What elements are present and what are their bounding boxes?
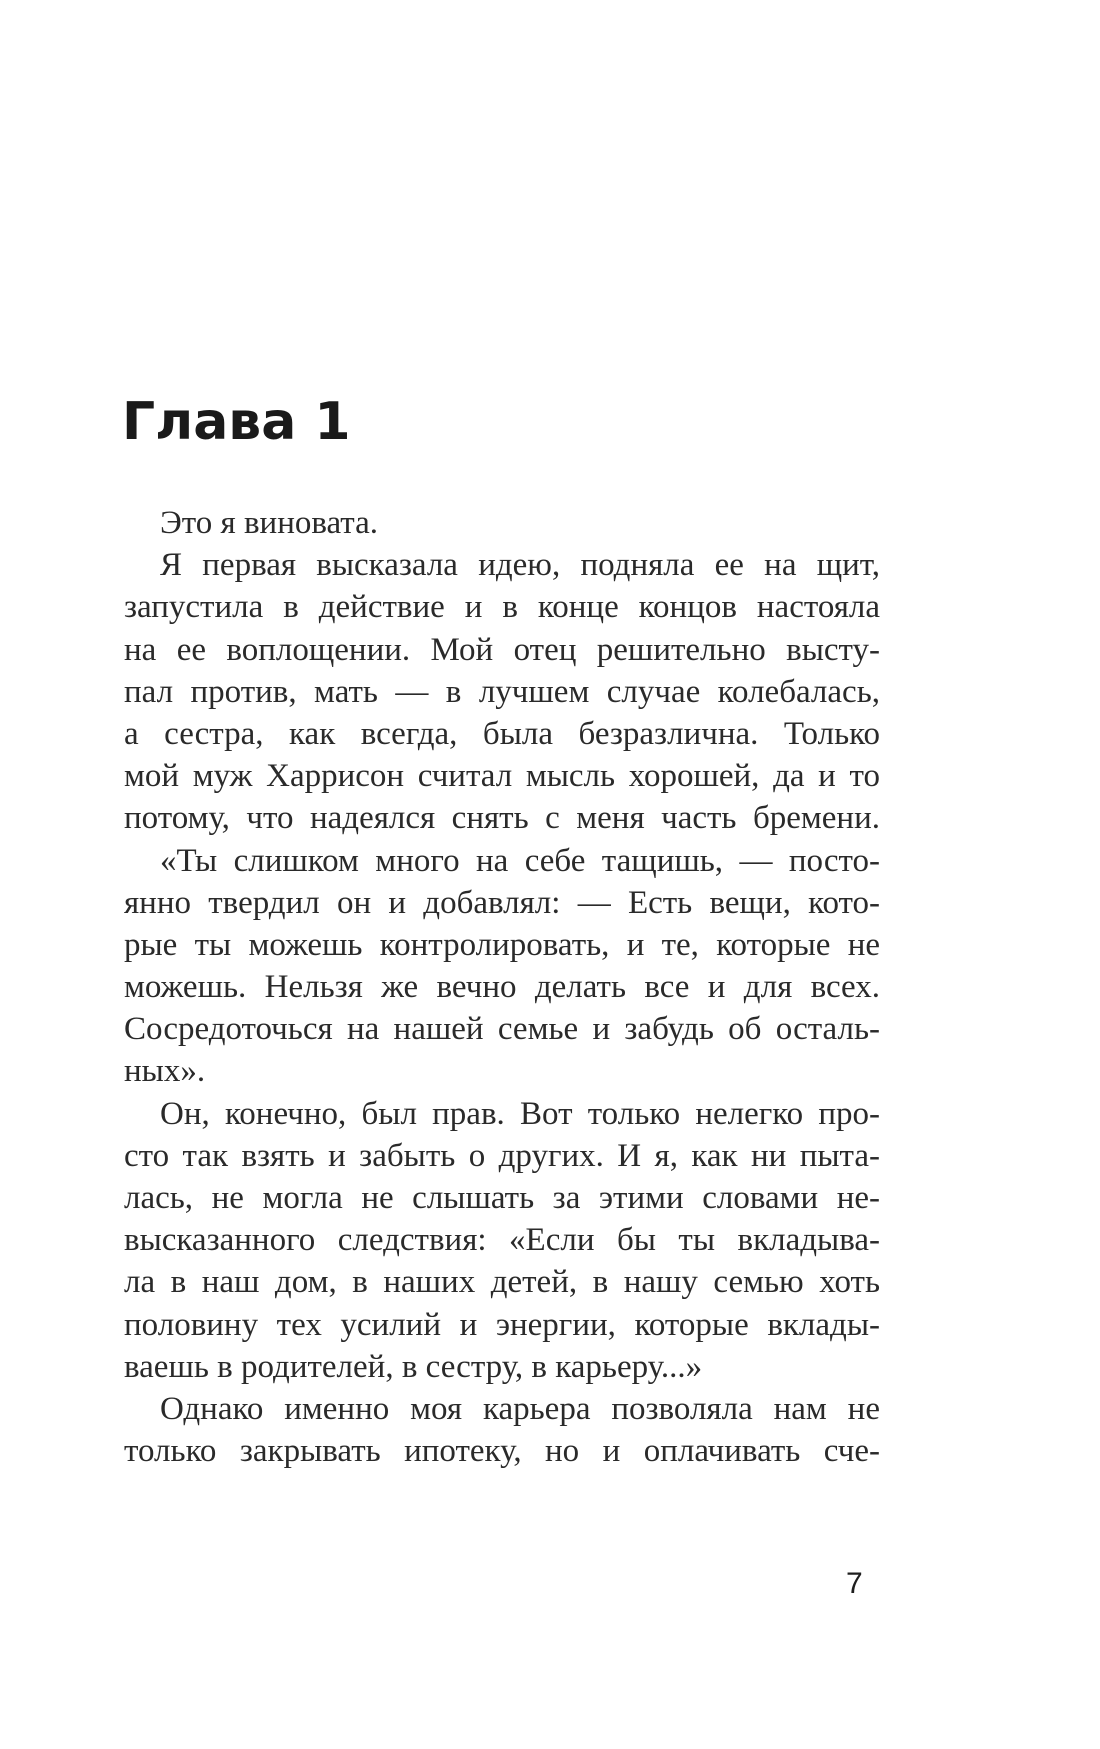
text-line: только закрывать ипотеку, но и оплачивать сче-: [124, 1433, 880, 1470]
text-line: ных».: [124, 1053, 206, 1090]
text-line: можешь. Нельзя же вечно делать все и для всех.: [124, 969, 880, 1006]
text-line: Это я виновата.: [160, 505, 379, 541]
text-line: мой муж Харрисон считал мысль хорошей, да и то: [124, 758, 880, 795]
text-line: лась, не могла не слышать за этими словами не-: [124, 1180, 880, 1216]
text-line: янно твердил он и добавлял: — Есть вещи, кото-: [124, 884, 880, 921]
chapter-title: Глава 1: [122, 392, 351, 452]
text-line: «Ты слишком много на себе тащишь, — посто-: [160, 842, 880, 879]
text-line: ла в наш дом, в наших детей, в нашу семью хоть: [124, 1264, 880, 1301]
text-line: ваешь в родителей, в сестру, в карьеру...»: [124, 1348, 703, 1385]
text-line: а сестра, как всегда, была безразлична. Только: [124, 715, 880, 752]
text-line: Однако именно моя карьера позволяла нам не: [160, 1390, 880, 1427]
text-line: потому, что надеялся снять с меня часть бремени.: [124, 800, 880, 837]
chapter-body: [124, 502, 880, 1472]
text-line: запустила в действие и в конце концов настояла: [124, 589, 880, 626]
text-line: половину тех усилий и энергии, которые вклады-: [124, 1306, 880, 1343]
text-line: на ее воплощении. Мой отец решительно высту-: [124, 631, 880, 668]
text-line: рые ты можешь контролировать, и те, которые не: [124, 926, 880, 963]
text-line: пал против, мать — в лучшем случае колебалась,: [124, 673, 880, 710]
text-line: высказанного следствия: «Если бы ты вкладыва-: [124, 1222, 880, 1259]
text-line: Он, конечно, был прав. Вот только нелегко про-: [160, 1095, 880, 1132]
text-line: Сосредоточься на нашей семье и забудь об осталь-: [124, 1011, 880, 1048]
text-line: Я первая высказала идею, подняла ее на щит,: [160, 547, 880, 584]
page-number: 7: [846, 1567, 863, 1600]
text-line: сто так взять и забыть о других. И я, как ни пыта-: [124, 1137, 880, 1174]
